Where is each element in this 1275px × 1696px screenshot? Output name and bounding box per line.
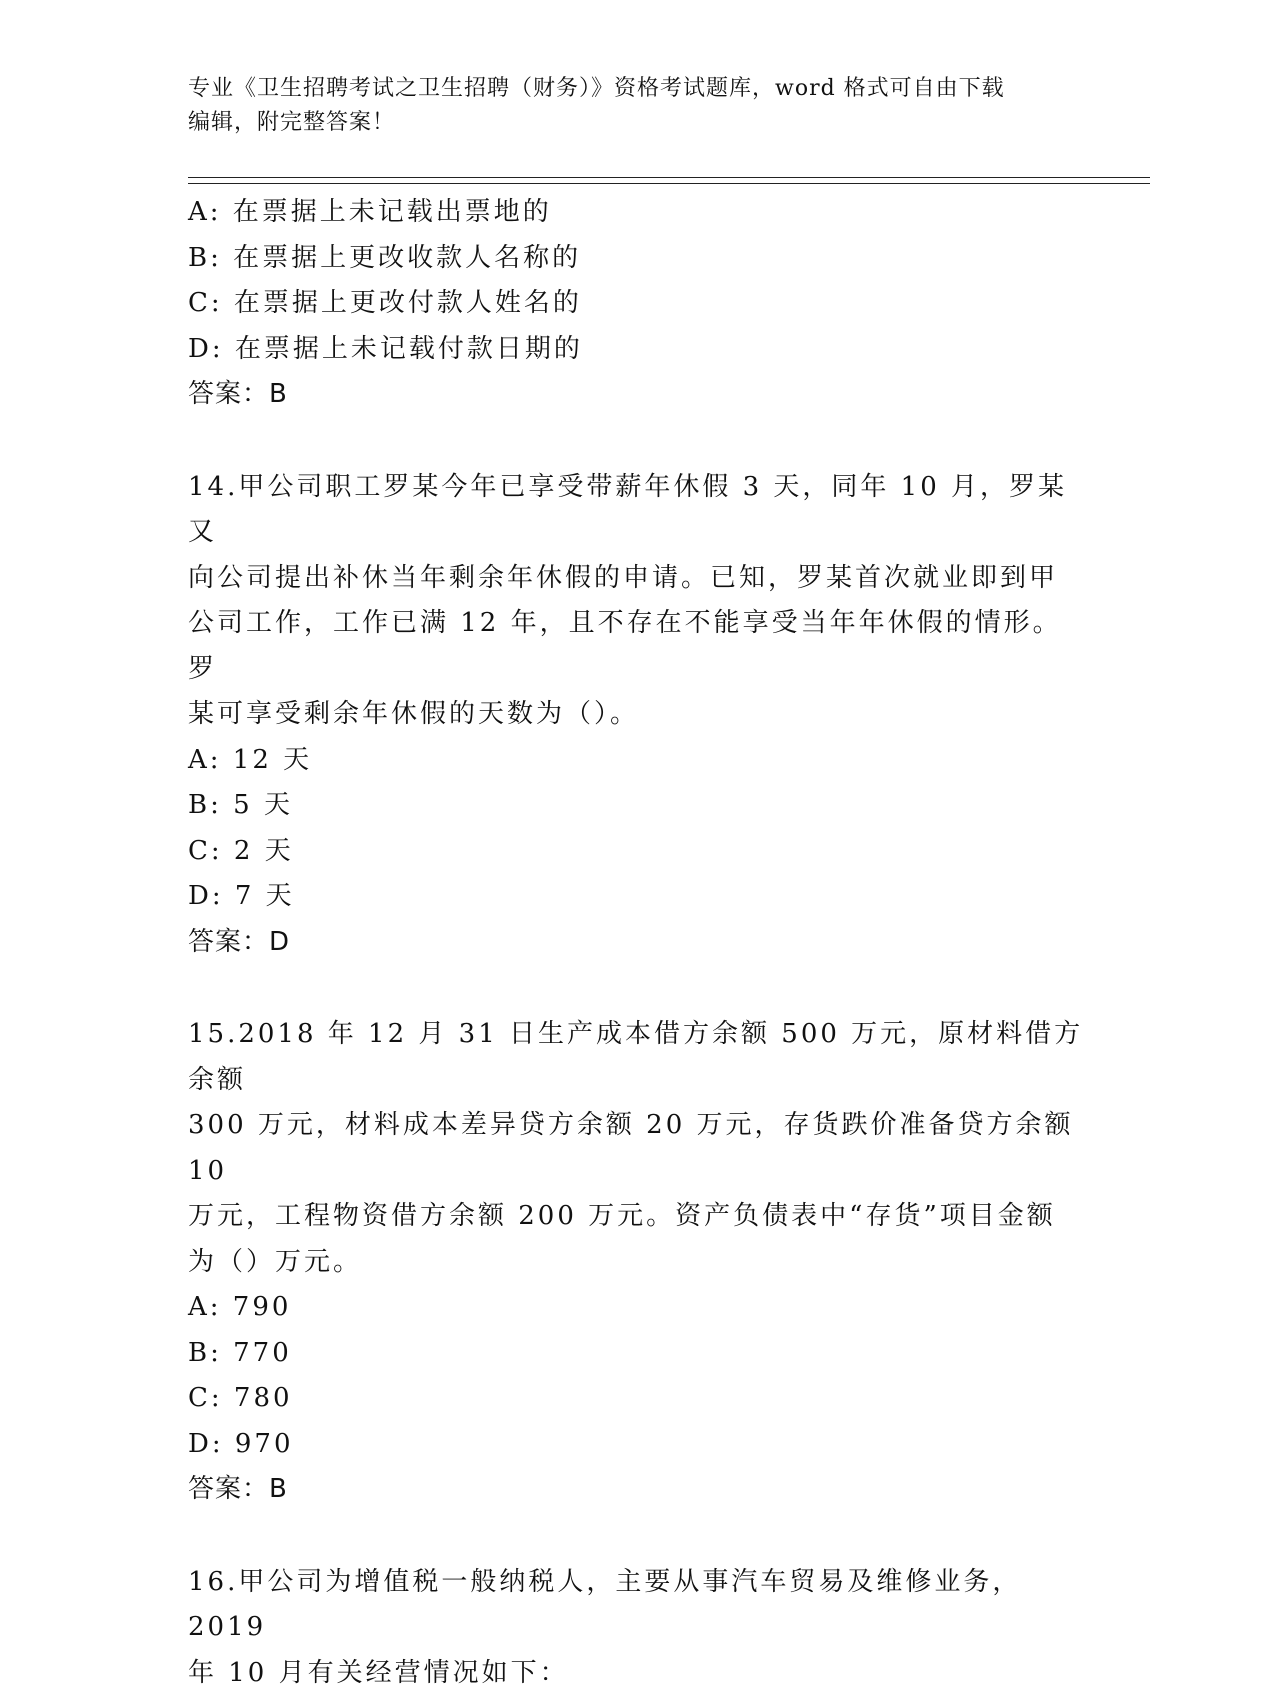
question-text-line: 15.2018 年 12 月 31 日生产成本借方余额 500 万元，原材料借方余额 [188,1012,1088,1103]
answer: 答案：D [188,920,1088,966]
answer: 答案：B [188,372,1088,418]
question-14 [188,465,1088,966]
option-c: C: 在票据上更改付款人姓名的 [188,281,1088,327]
question-text [188,1560,1088,1696]
question-text-line: 为（）万元。 [188,1240,1088,1286]
question-text-line: 公司工作，工作已满 12 年，且不存在不能享受当年年休假的情形。罗 [188,601,1088,692]
option-b: B: 5 天 [188,783,1088,829]
question-text-line: 300 万元，材料成本差异贷方余额 20 万元，存货跌价准备贷方余额 10 [188,1103,1088,1194]
question-text-line: 14.甲公司职工罗某今年已享受带薪年休假 3 天，同年 10 月，罗某又 [188,465,1088,556]
option-b: B: 在票据上更改收款人名称的 [188,236,1088,282]
option-a: A: 790 [188,1285,1088,1331]
question-text [188,465,1088,738]
answer: 答案：B [188,1467,1088,1513]
question-text-line: 年 10 月有关经营情况如下： [188,1651,1088,1696]
question-text [188,1012,1088,1285]
header-divider-bottom [188,183,1150,184]
header-divider-top [188,177,1150,178]
option-a: A: 12 天 [188,738,1088,784]
question-text-line: 16.甲公司为增值税一般纳税人，主要从事汽车贸易及维修业务，2019 [188,1560,1088,1651]
option-d: D: 7 天 [188,874,1088,920]
option-c: C: 780 [188,1376,1088,1422]
header-line-2: 编辑，附完整答案！ [188,106,1088,140]
document-header [188,72,1088,140]
question-13 [188,190,1088,418]
question-list [188,190,1088,1696]
option-d: D: 970 [188,1422,1088,1468]
header-line-1: 专业《卫生招聘考试之卫生招聘（财务）》资格考试题库，word 格式可自由下载 [188,72,1088,106]
option-b: B: 770 [188,1331,1088,1377]
question-16 [188,1560,1088,1696]
question-15 [188,1012,1088,1513]
option-d: D: 在票据上未记载付款日期的 [188,327,1088,373]
option-c: C: 2 天 [188,829,1088,875]
option-a: A: 在票据上未记载出票地的 [188,190,1088,236]
question-text-line: 向公司提出补休当年剩余年休假的申请。已知，罗某首次就业即到甲 [188,556,1088,602]
question-text-line: 某可享受剩余年休假的天数为（）。 [188,692,1088,738]
question-text-line: 万元，工程物资借方余额 200 万元。资产负债表中“存货”项目金额 [188,1194,1088,1240]
